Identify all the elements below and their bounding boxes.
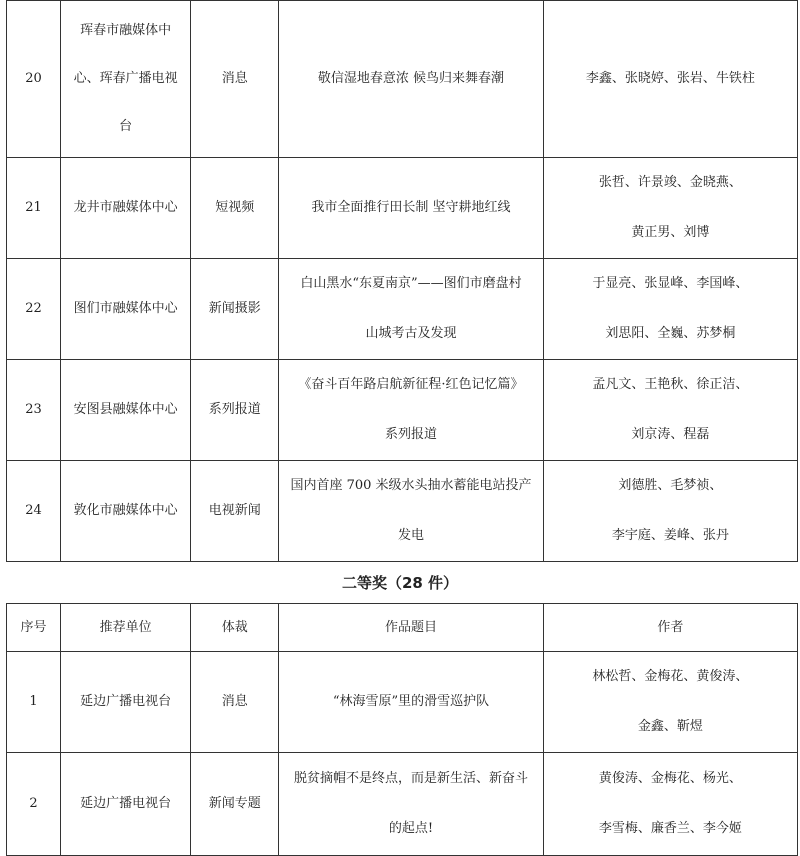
- recommending-unit: [61, 1, 191, 158]
- recommending-unit-line: 台: [119, 119, 133, 134]
- authors-line: 金鑫、靳煜: [637, 719, 703, 734]
- authors: [543, 1, 797, 158]
- authors: [543, 360, 797, 461]
- work-title: [279, 461, 543, 562]
- recommending-unit: [61, 753, 191, 856]
- authors-line: 张哲、许景竣、金晓燕、: [598, 175, 742, 190]
- authors-line: 李鑫、张晓婷、张岩、牛铁柱: [585, 71, 755, 86]
- recommending-unit-line: 延边广播电视台: [80, 796, 172, 811]
- authors: [543, 158, 797, 259]
- recommending-unit: [61, 158, 191, 259]
- work-title-line: 的起点!: [388, 821, 434, 836]
- work-title-line: 《奋斗百年路启航新征程·红色记忆篇》: [298, 377, 524, 392]
- row-number: 22: [7, 259, 61, 360]
- authors: [543, 753, 797, 856]
- recommending-unit-line: 珲春市融媒体中: [80, 23, 172, 38]
- recommending-unit-line: 安图县融媒体中心: [73, 402, 178, 417]
- authors-line: 黄正男、刘博: [631, 225, 710, 240]
- authors-line: 李雪梅、廉香兰、李今姬: [598, 821, 742, 836]
- work-title-line: 国内首座 700 米级水头抽水蓄能电站投产: [290, 478, 532, 493]
- header-title: 作品题目: [279, 604, 543, 652]
- work-title: [279, 259, 543, 360]
- recommending-unit-line: 图们市融媒体中心: [73, 301, 178, 316]
- row-number: 1: [7, 652, 61, 753]
- header-row: [7, 604, 798, 652]
- recommending-unit-line: 延边广播电视台: [80, 694, 172, 709]
- work-title-line: 脱贫摘帽不是终点，而是新生活、新奋斗: [293, 771, 528, 786]
- recommending-unit-line: 敦化市融媒体中心: [73, 503, 178, 518]
- work-title: [279, 360, 543, 461]
- recommending-unit: [61, 259, 191, 360]
- recommending-unit-line: 心、珲春广播电视: [73, 71, 178, 86]
- header-genre: 体裁: [191, 604, 279, 652]
- table-row: [7, 259, 798, 360]
- table-row: [7, 753, 798, 856]
- work-title: [279, 652, 543, 753]
- authors-line: 林松哲、金梅花、黄俊涛、: [592, 669, 749, 684]
- genre: 新闻摄影: [191, 259, 279, 360]
- authors-line: 黄俊涛、金梅花、杨光、: [598, 771, 742, 786]
- authors-line: 李宇庭、姜峰、张丹: [611, 528, 729, 543]
- authors-line: 于显亮、张显峰、李国峰、: [592, 276, 749, 291]
- genre: 短视频: [191, 158, 279, 259]
- authors-line: 刘京涛、程磊: [631, 427, 710, 442]
- work-title: [279, 1, 543, 158]
- authors: [543, 461, 797, 562]
- genre: 消息: [191, 652, 279, 753]
- genre: 电视新闻: [191, 461, 279, 562]
- table-row: [7, 1, 798, 158]
- work-title-line: 发电: [397, 528, 424, 543]
- table-row: [7, 158, 798, 259]
- work-title-line: 敬信湿地春意浓 候鸟归来舞春潮: [317, 71, 505, 86]
- recommending-unit-line: 龙井市融媒体中心: [73, 200, 178, 215]
- work-title-line: 白山黑水“东夏南京”——图们市磨盘村: [300, 276, 522, 291]
- second-prize-heading: 二等奖（28 件）: [341, 574, 459, 592]
- recommending-unit: [61, 360, 191, 461]
- work-title: [279, 753, 543, 856]
- recommending-unit: [61, 461, 191, 562]
- recommending-unit: [61, 652, 191, 753]
- work-title: [279, 158, 543, 259]
- first-prize-table: [6, 0, 798, 562]
- work-title-line: 山城考古及发现: [365, 326, 457, 341]
- work-title-line: 我市全面推行田长制 坚守耕地红线: [311, 200, 511, 215]
- genre: 系列报道: [191, 360, 279, 461]
- genre: 新闻专题: [191, 753, 279, 856]
- row-number: 21: [7, 158, 61, 259]
- row-number: 24: [7, 461, 61, 562]
- table-row: [7, 652, 798, 753]
- authors: [543, 652, 797, 753]
- row-number: 2: [7, 753, 61, 856]
- header-unit: 推荐单位: [61, 604, 191, 652]
- second-prize-table: [6, 603, 798, 856]
- authors: [543, 259, 797, 360]
- work-title-line: 系列报道: [384, 427, 437, 442]
- header-author: 作者: [543, 604, 797, 652]
- header-no: 序号: [7, 604, 61, 652]
- row-number: 20: [7, 1, 61, 158]
- authors-line: 孟凡文、王艳秋、徐正洁、: [592, 377, 749, 392]
- authors-line: 刘德胜、毛梦祯、: [618, 478, 723, 493]
- authors-line: 刘思阳、全巍、苏梦桐: [605, 326, 736, 341]
- genre: 消息: [191, 1, 279, 158]
- work-title-line: “林海雪原”里的滑雪巡护队: [332, 694, 490, 709]
- table-row: [7, 461, 798, 562]
- row-number: 23: [7, 360, 61, 461]
- table-row: [7, 360, 798, 461]
